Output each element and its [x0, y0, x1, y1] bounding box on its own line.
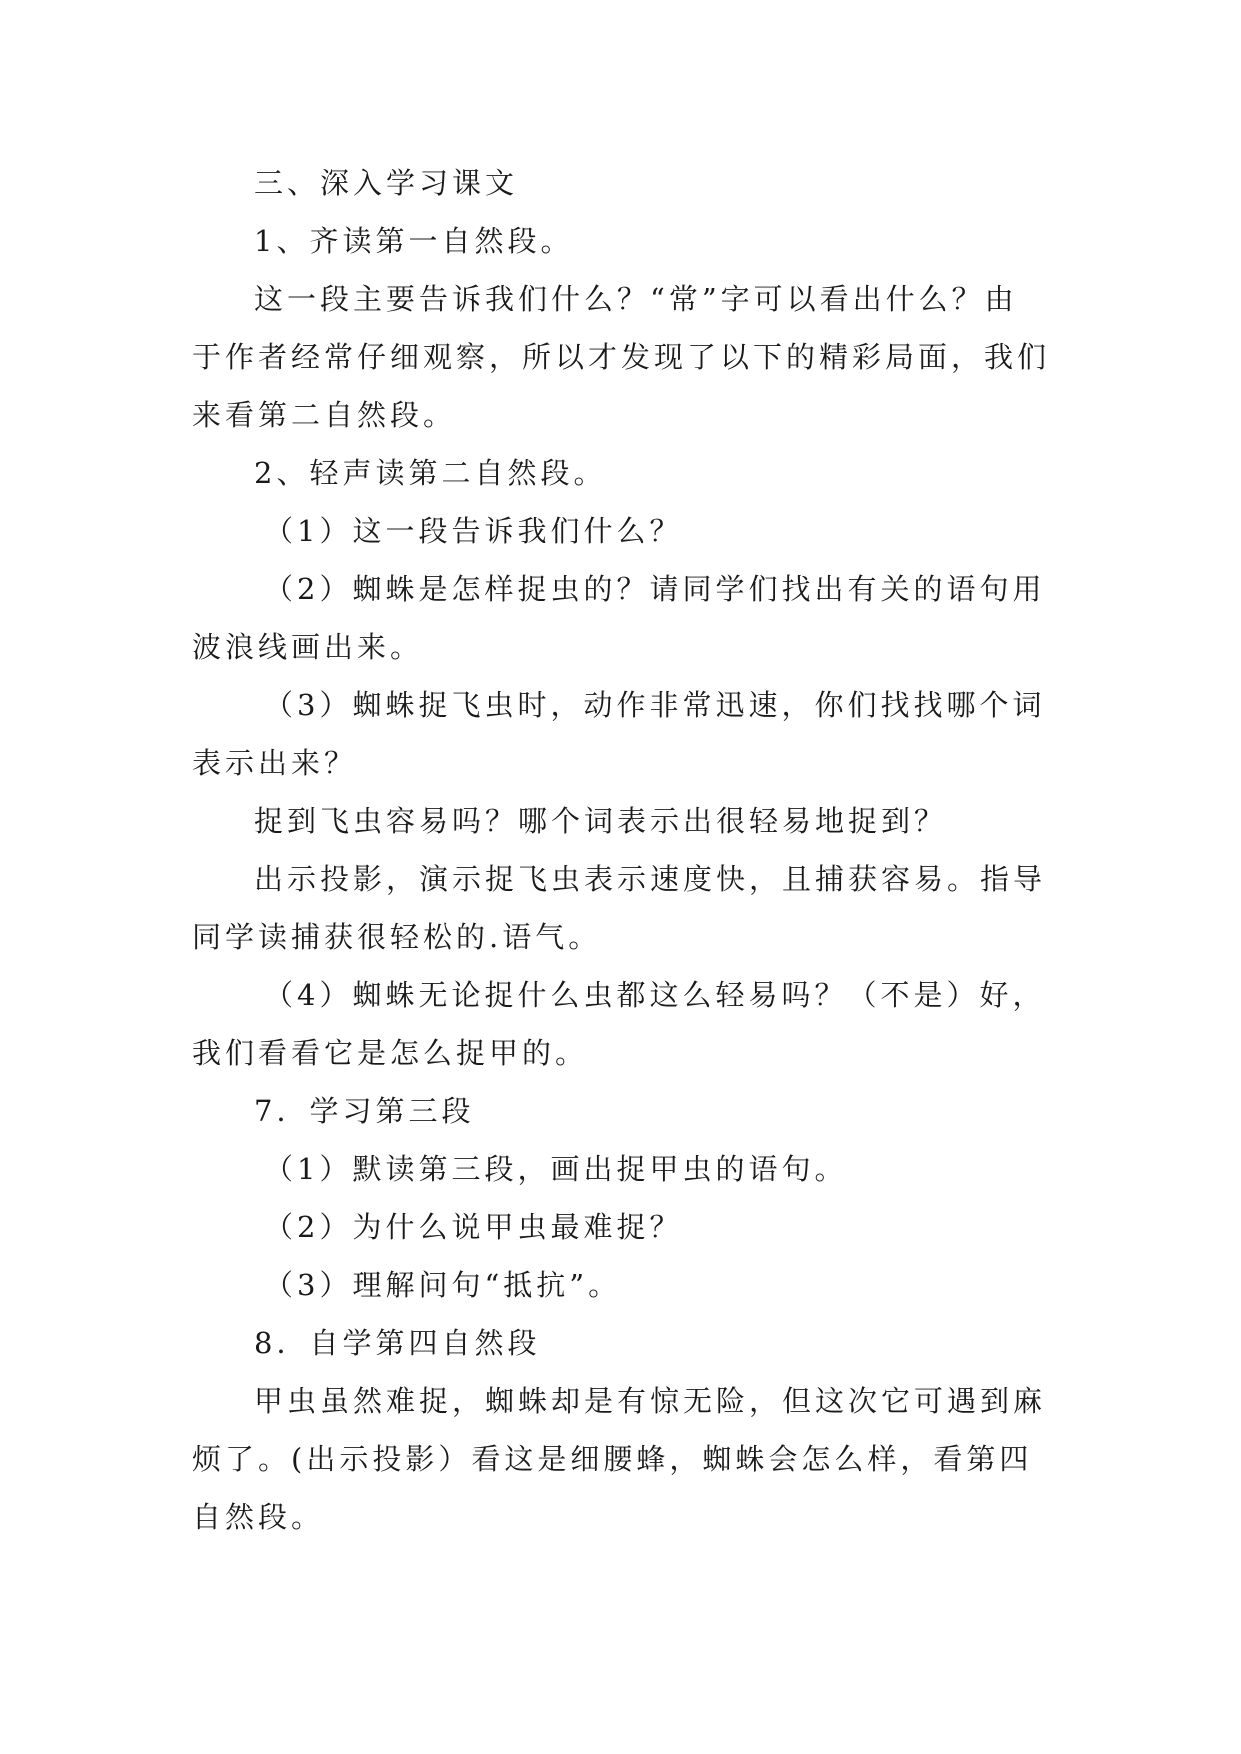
text-line: （3）理解问句“抵抗”。 [264, 1268, 622, 1302]
text-line: （2）为什么说甲虫最难捉？ [264, 1210, 683, 1244]
text-line: 烦了。(出示投影）看这是细腰蜂，蜘蛛会怎么样，看第四 [192, 1442, 1033, 1476]
text-line: 表示出来？ [192, 746, 358, 780]
text-line: 8．自学第四自然段 [254, 1326, 541, 1360]
text-line: 1、齐读第一自然段。 [254, 224, 574, 258]
text-line: 同学读捕获很轻松的.语气。 [192, 920, 602, 954]
text-line: （1）这一段告诉我们什么？ [264, 514, 683, 548]
text-line: 甲虫虽然难捉，蜘蛛却是有惊无险，但这次它可遇到麻 [254, 1384, 1047, 1418]
text-line: 来看第二自然段。 [192, 398, 457, 432]
text-line: （3）蜘蛛捉飞虫时，动作非常迅速，你们找找哪个词 [264, 688, 1046, 722]
text-line: 我们看看它是怎么捉甲的。 [192, 1036, 589, 1070]
text-line: 波浪线画出来。 [192, 630, 424, 664]
section-heading: 三、深入学习课文 [254, 166, 519, 200]
text-line: 自然段。 [192, 1500, 325, 1534]
text-line: 2、轻声读第二自然段。 [254, 456, 607, 490]
document-body [192, 154, 1052, 1546]
text-line: （2）蜘蛛是怎样捉虫的？请同学们找出有关的语句用 [264, 572, 1046, 606]
text-line: 出示投影，演示捉飞虫表示速度快，且捕获容易。指导 [254, 862, 1047, 896]
text-line: 捉到飞虫容易吗？哪个词表示出很轻易地捉到？ [254, 804, 948, 838]
text-line: 7．学习第三段 [254, 1094, 475, 1128]
text-line: 于作者经常仔细观察，所以才发现了以下的精彩局面，我们 [192, 340, 1051, 374]
text-line: （4）蜘蛛无论捉什么虫都这么轻易吗？（不是）好， [264, 978, 1046, 1012]
text-line: 这一段主要告诉我们什么？“常”字可以看出什么？由 [254, 282, 1018, 316]
text-line: （1）默读第三段，画出捉甲虫的语句。 [264, 1152, 848, 1186]
